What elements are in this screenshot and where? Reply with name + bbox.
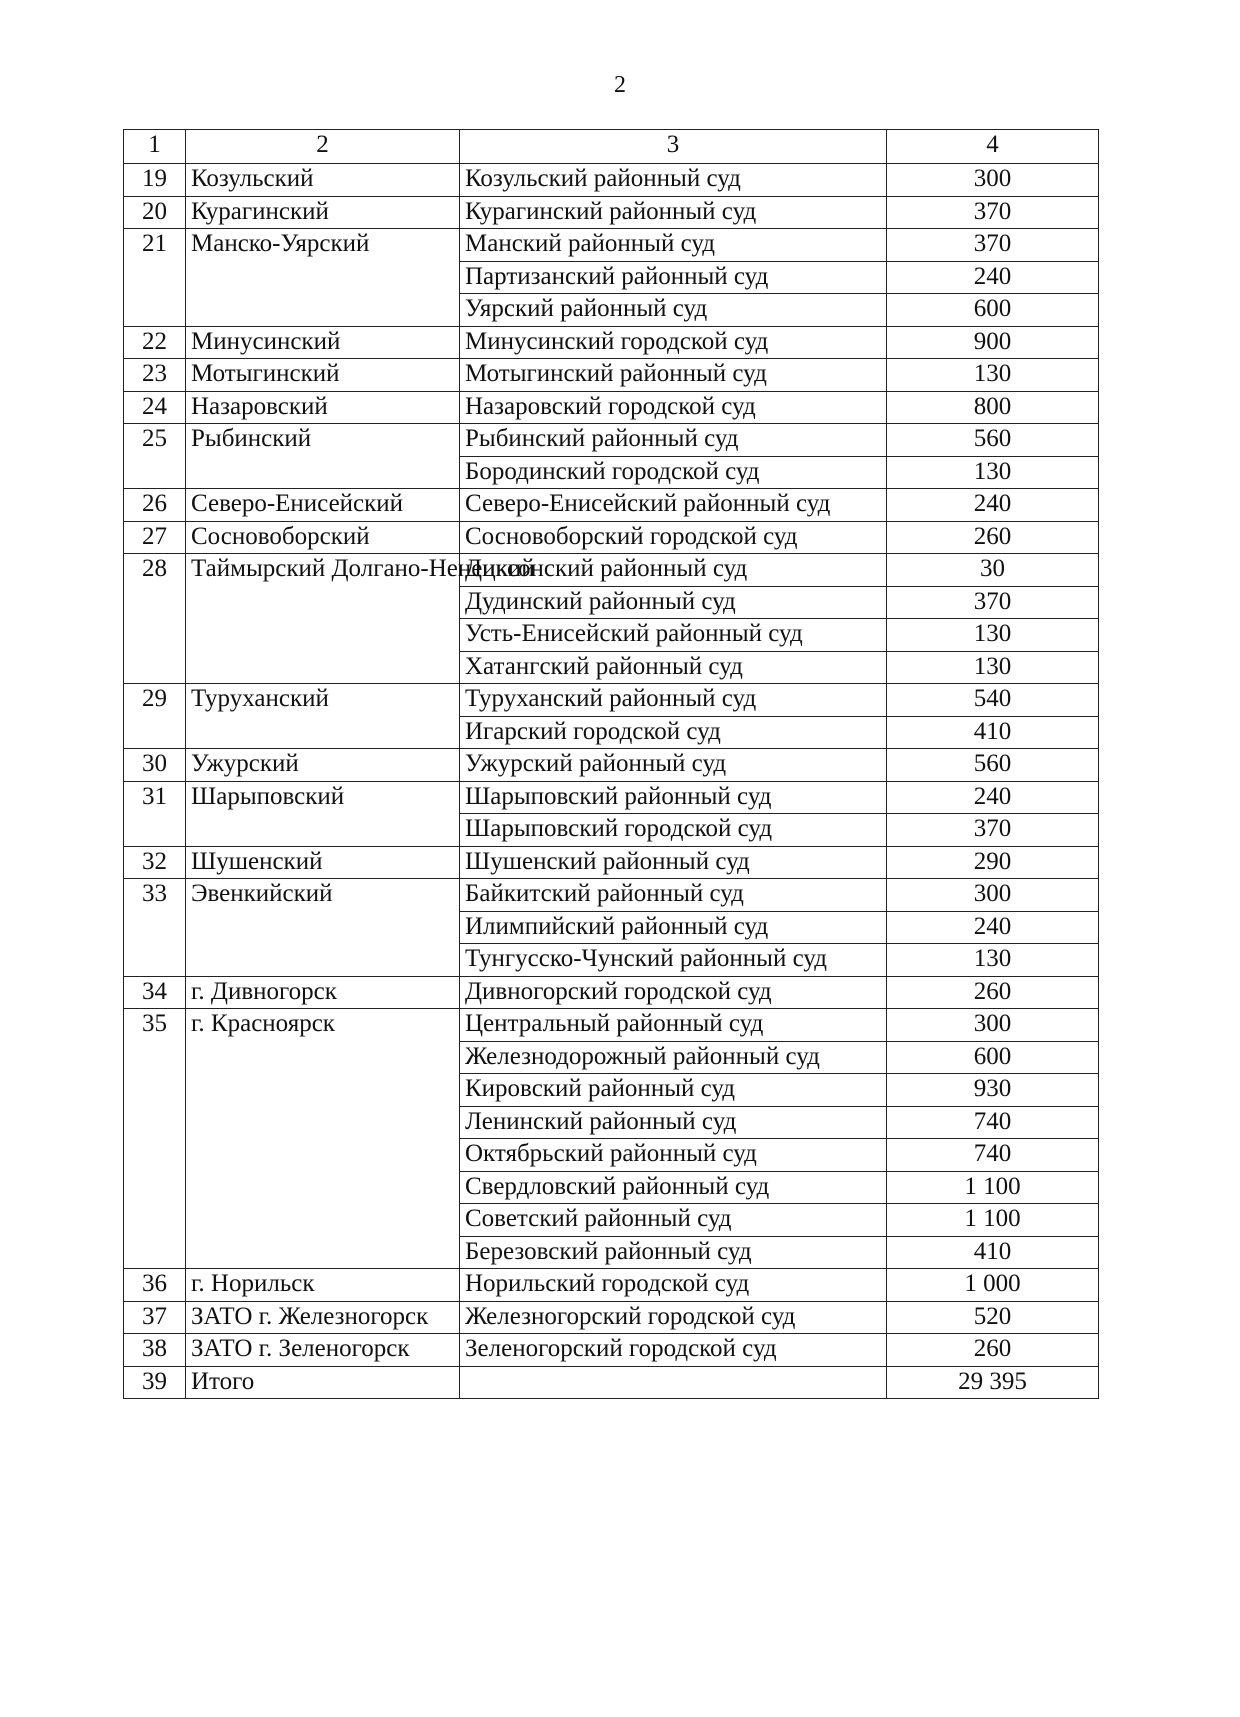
table-row [124, 879, 1099, 912]
table-row [124, 326, 1099, 359]
court-name-cell: Зеленогорский городской суд [460, 1334, 887, 1367]
row-number-cell: 37 [124, 1301, 186, 1334]
court-name-cell: Дивногорский городской суд [460, 976, 887, 1009]
court-name-cell: Тунгусско-Чунский районный суд [460, 944, 887, 977]
district-cell: Шушенский [186, 846, 460, 879]
court-name-cell: Туруханский районный суд [460, 684, 887, 717]
table-row [124, 846, 1099, 879]
table-row [124, 554, 1099, 587]
district-cell: Назаровский [186, 391, 460, 424]
value-cell: 540 [887, 684, 1099, 717]
court-name-cell: Шушенский районный суд [460, 846, 887, 879]
table-row [124, 489, 1099, 522]
table-row [124, 359, 1099, 392]
district-cell: ЗАТО г. Зеленогорск [186, 1334, 460, 1367]
court-name-cell: Дудинский районный суд [460, 586, 887, 619]
value-cell: 1 100 [887, 1204, 1099, 1237]
district-cell: ЗАТО г. Железногорск [186, 1301, 460, 1334]
column-header-3: 3 [460, 130, 887, 164]
district-cell: г. Красноярск [186, 1009, 460, 1269]
value-cell: 240 [887, 489, 1099, 522]
row-number-cell: 26 [124, 489, 186, 522]
court-name-cell: Центральный районный суд [460, 1009, 887, 1042]
row-number-cell: 39 [124, 1366, 186, 1399]
district-cell: Таймырский Долгано-Ненецкий [186, 554, 460, 684]
value-cell: 130 [887, 456, 1099, 489]
court-name-cell: Октябрьский районный суд [460, 1139, 887, 1172]
value-cell: 740 [887, 1139, 1099, 1172]
district-cell: Рыбинский [186, 424, 460, 489]
value-cell: 370 [887, 586, 1099, 619]
table-row [124, 749, 1099, 782]
value-cell: 300 [887, 1009, 1099, 1042]
page-number: 2 [614, 72, 626, 98]
value-cell: 370 [887, 814, 1099, 847]
value-cell: 370 [887, 196, 1099, 229]
court-name-cell: Бородинский городской суд [460, 456, 887, 489]
table-row [124, 1334, 1099, 1367]
row-number-cell: 29 [124, 684, 186, 749]
row-number-cell: 35 [124, 1009, 186, 1269]
value-cell: 410 [887, 1236, 1099, 1269]
row-number-cell: 20 [124, 196, 186, 229]
table-row [124, 521, 1099, 554]
district-cell: Курагинский [186, 196, 460, 229]
value-cell: 300 [887, 164, 1099, 197]
table-row [124, 976, 1099, 1009]
row-number-cell: 30 [124, 749, 186, 782]
court-name-cell: Манский районный суд [460, 229, 887, 262]
court-name-cell: Ужурский районный суд [460, 749, 887, 782]
court-name-cell: Илимпийский районный суд [460, 911, 887, 944]
table-row [124, 229, 1099, 262]
column-header-4: 4 [887, 130, 1099, 164]
value-cell: 560 [887, 749, 1099, 782]
district-cell: Сосновоборский [186, 521, 460, 554]
value-cell: 800 [887, 391, 1099, 424]
court-name-cell: Норильский городской суд [460, 1269, 887, 1302]
district-cell: Эвенкийский [186, 879, 460, 977]
district-cell: г. Норильск [186, 1269, 460, 1302]
table-row [124, 424, 1099, 457]
value-cell: 900 [887, 326, 1099, 359]
court-name-cell: Партизанский районный суд [460, 261, 887, 294]
value-cell: 1 100 [887, 1171, 1099, 1204]
value-cell: 600 [887, 294, 1099, 327]
table-row [124, 1009, 1099, 1042]
table-row [124, 196, 1099, 229]
table-row [124, 1366, 1099, 1399]
value-cell: 1 000 [887, 1269, 1099, 1302]
value-cell: 560 [887, 424, 1099, 457]
value-cell: 260 [887, 976, 1099, 1009]
row-number-cell: 38 [124, 1334, 186, 1367]
court-name-cell: Рыбинский районный суд [460, 424, 887, 457]
value-cell: 600 [887, 1041, 1099, 1074]
district-cell: Козульский [186, 164, 460, 197]
court-name-cell: Хатангский районный суд [460, 651, 887, 684]
court-name-cell: Шарыповский районный суд [460, 781, 887, 814]
court-name-cell [460, 1366, 887, 1399]
table-row [124, 1301, 1099, 1334]
value-cell: 740 [887, 1106, 1099, 1139]
value-cell: 130 [887, 651, 1099, 684]
court-name-cell: Железнодорожный районный суд [460, 1041, 887, 1074]
court-name-cell: Назаровский городской суд [460, 391, 887, 424]
row-number-cell: 36 [124, 1269, 186, 1302]
district-cell: Ужурский [186, 749, 460, 782]
value-cell: 370 [887, 229, 1099, 262]
courts-table [123, 129, 1099, 1399]
row-number-cell: 22 [124, 326, 186, 359]
court-name-cell: Уярский районный суд [460, 294, 887, 327]
row-number-cell: 31 [124, 781, 186, 846]
value-cell: 130 [887, 619, 1099, 652]
row-number-cell: 28 [124, 554, 186, 684]
row-number-cell: 25 [124, 424, 186, 489]
court-name-cell: Ленинский районный суд [460, 1106, 887, 1139]
district-cell: г. Дивногорск [186, 976, 460, 1009]
table-row [124, 1269, 1099, 1302]
district-cell: Шарыповский [186, 781, 460, 846]
table-row [124, 164, 1099, 197]
row-number-cell: 34 [124, 976, 186, 1009]
value-cell: 520 [887, 1301, 1099, 1334]
row-number-cell: 19 [124, 164, 186, 197]
value-cell: 240 [887, 781, 1099, 814]
court-name-cell: Байкитский районный суд [460, 879, 887, 912]
column-header-2: 2 [186, 130, 460, 164]
row-number-cell: 27 [124, 521, 186, 554]
table-header-row [124, 130, 1099, 164]
table-row [124, 391, 1099, 424]
court-name-cell: Козульский районный суд [460, 164, 887, 197]
value-cell: 130 [887, 944, 1099, 977]
court-name-cell: Советский районный суд [460, 1204, 887, 1237]
value-cell: 240 [887, 911, 1099, 944]
value-cell: 260 [887, 1334, 1099, 1367]
row-number-cell: 23 [124, 359, 186, 392]
value-cell: 30 [887, 554, 1099, 587]
court-name-cell: Игарский городской суд [460, 716, 887, 749]
court-name-cell: Железногорский городской суд [460, 1301, 887, 1334]
table-row [124, 684, 1099, 717]
table-row [124, 781, 1099, 814]
value-cell: 29 395 [887, 1366, 1099, 1399]
row-number-cell: 32 [124, 846, 186, 879]
value-cell: 260 [887, 521, 1099, 554]
court-name-cell: Усть-Енисейский районный суд [460, 619, 887, 652]
value-cell: 240 [887, 261, 1099, 294]
court-name-cell: Мотыгинский районный суд [460, 359, 887, 392]
column-header-1: 1 [124, 130, 186, 164]
value-cell: 130 [887, 359, 1099, 392]
value-cell: 290 [887, 846, 1099, 879]
court-name-cell: Диксонский районный суд [460, 554, 887, 587]
district-cell: Минусинский [186, 326, 460, 359]
court-name-cell: Сосновоборский городской суд [460, 521, 887, 554]
district-cell: Мотыгинский [186, 359, 460, 392]
court-name-cell: Северо-Енисейский районный суд [460, 489, 887, 522]
row-number-cell: 21 [124, 229, 186, 327]
value-cell: 410 [887, 716, 1099, 749]
court-name-cell: Курагинский районный суд [460, 196, 887, 229]
court-name-cell: Минусинский городской суд [460, 326, 887, 359]
court-name-cell: Березовский районный суд [460, 1236, 887, 1269]
court-name-cell: Шарыповский городской суд [460, 814, 887, 847]
row-number-cell: 33 [124, 879, 186, 977]
court-name-cell: Свердловский районный суд [460, 1171, 887, 1204]
value-cell: 300 [887, 879, 1099, 912]
court-name-cell: Кировский районный суд [460, 1074, 887, 1107]
district-cell: Туруханский [186, 684, 460, 749]
district-cell: Северо-Енисейский [186, 489, 460, 522]
district-cell: Итого [186, 1366, 460, 1399]
district-cell: Манско-Уярский [186, 229, 460, 327]
row-number-cell: 24 [124, 391, 186, 424]
value-cell: 930 [887, 1074, 1099, 1107]
